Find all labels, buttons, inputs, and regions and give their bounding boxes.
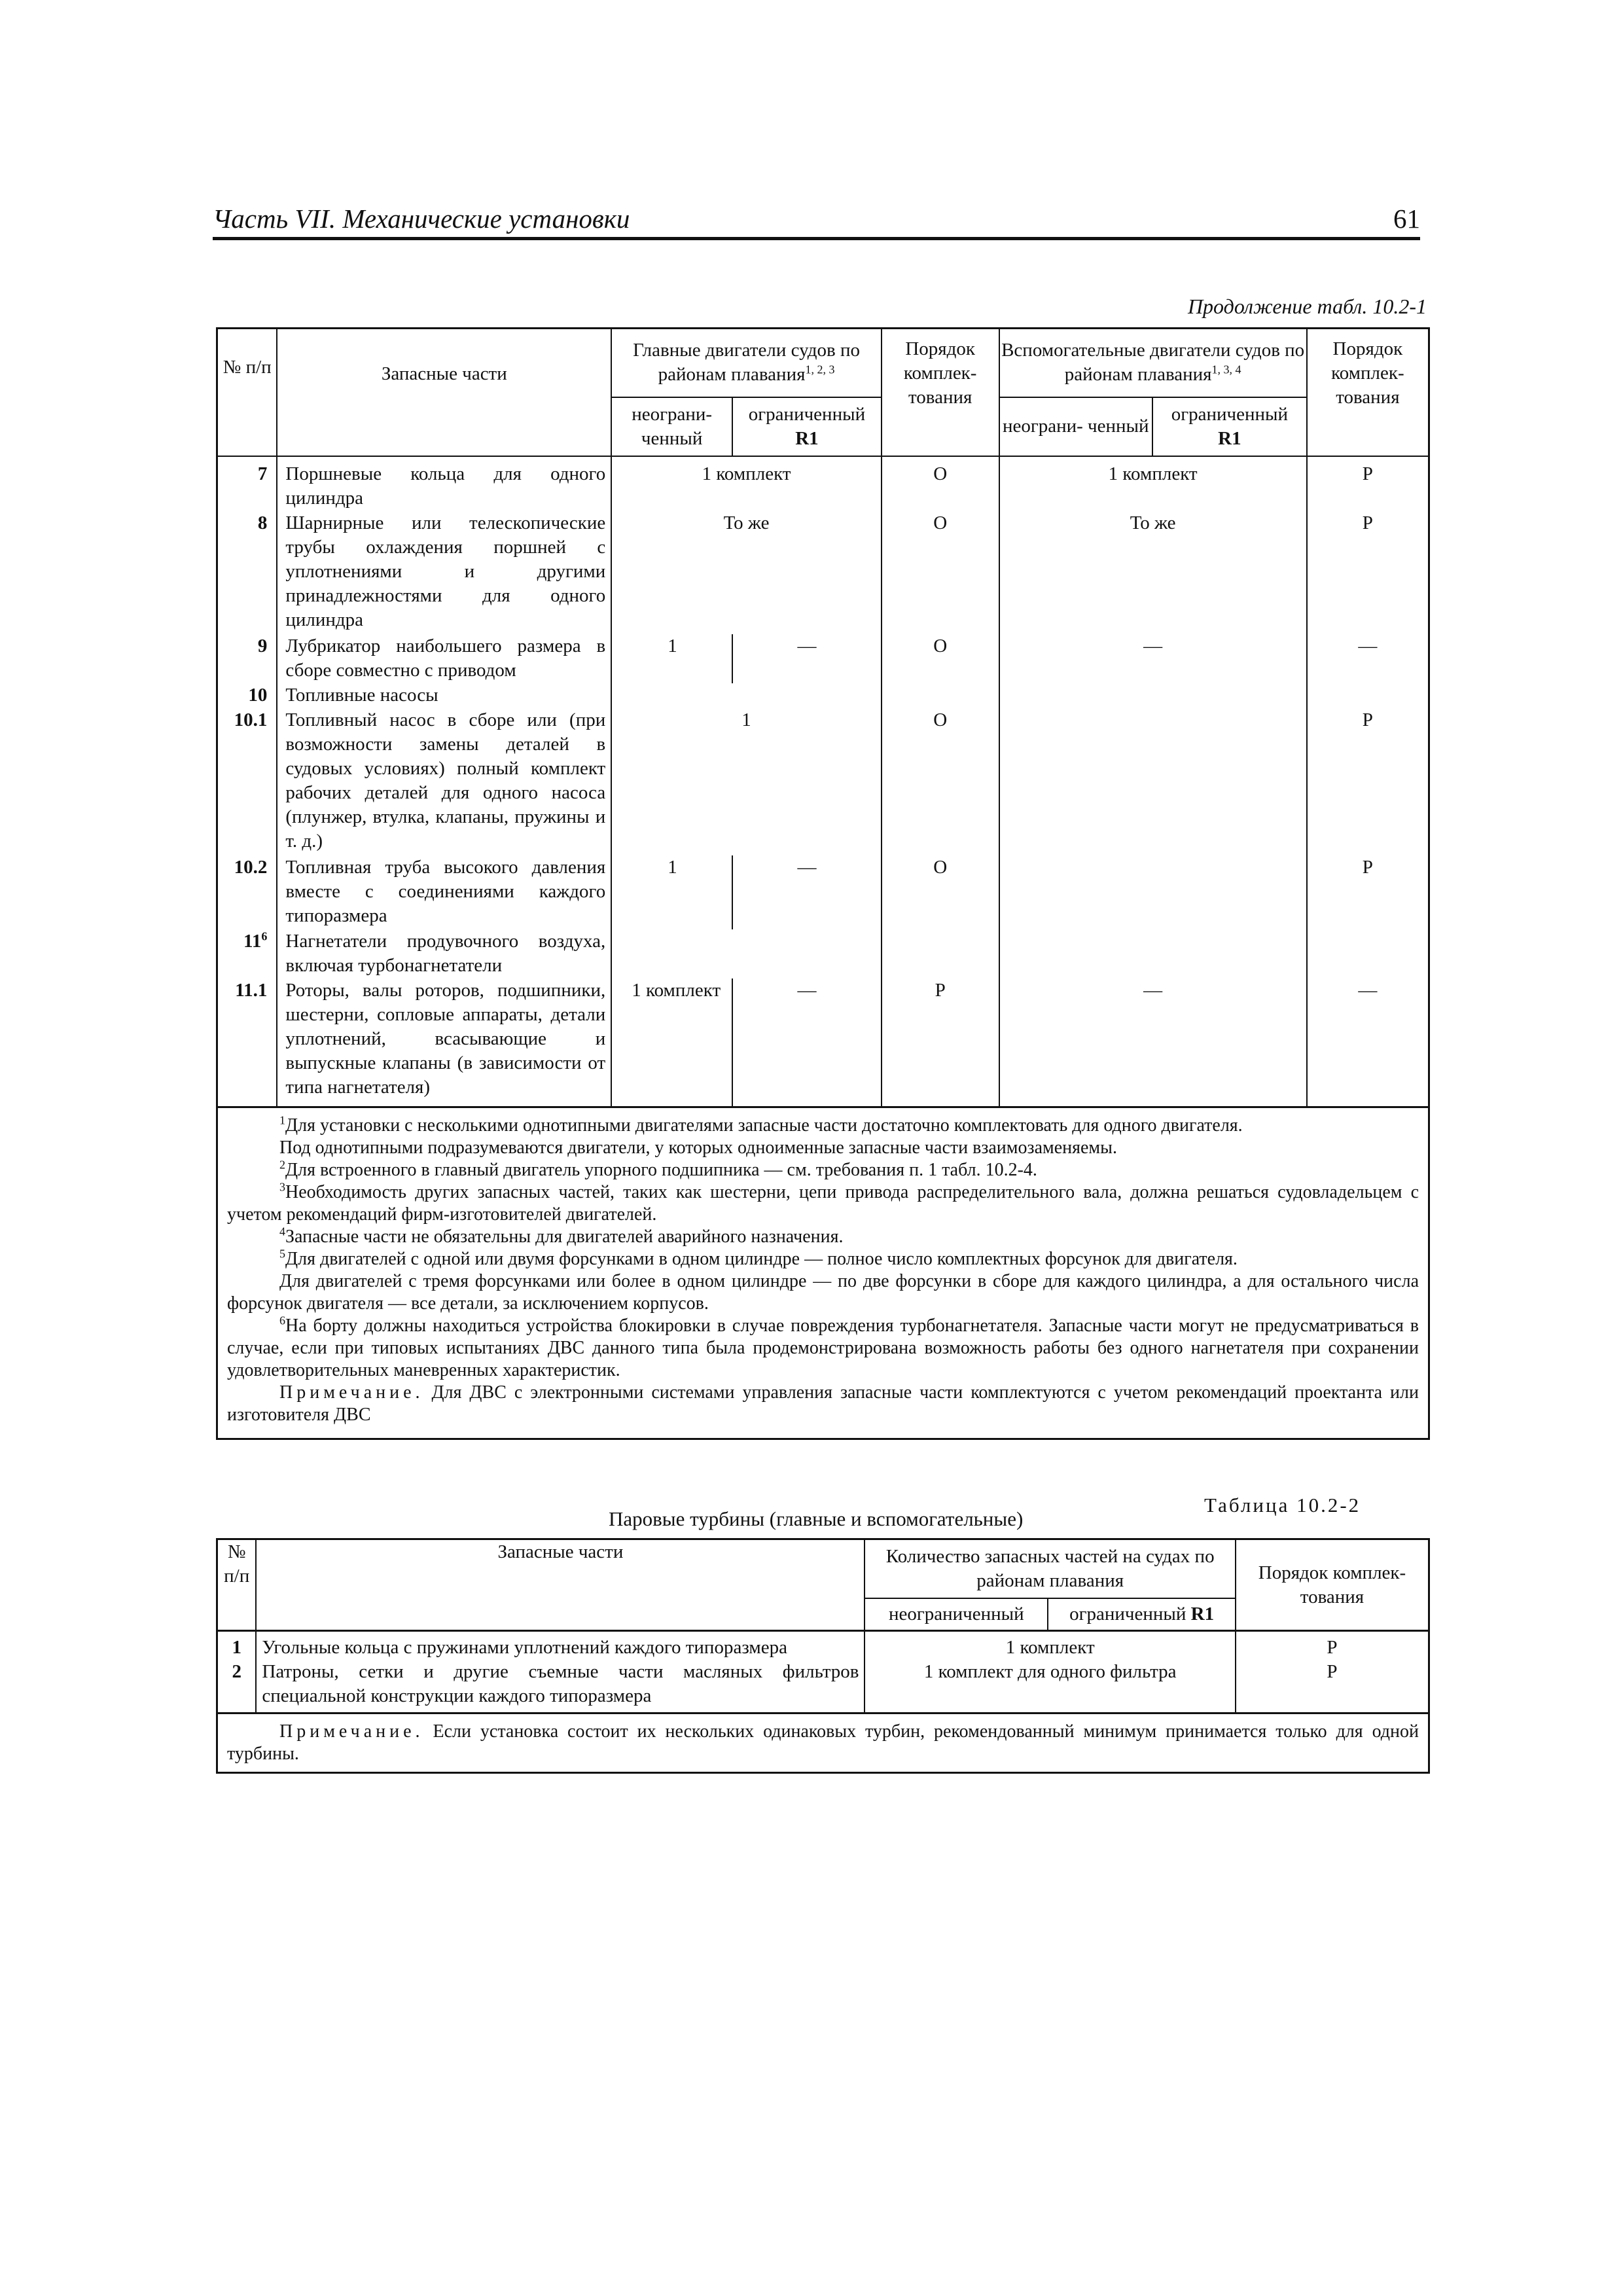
row-main-value: 1 комплект xyxy=(611,456,882,511)
footnote: $^3$Необходимость других запасных частей, таких как шестерни, цепи привода распределительного вала, должна решаться судовладельцем с учетом рекомендаций фирм-изготовителей двигателей. xyxy=(227,1180,1419,1225)
row-number: $11^6$ xyxy=(217,929,277,978)
row-main-limited: — xyxy=(732,855,882,929)
row-main-unlimited: 1 xyxy=(611,855,732,929)
row-main-unlimited: 1 xyxy=(611,634,732,683)
footnote: $^4$Запасные части не обязательны для двигателей аварийного назначения. xyxy=(279,1225,844,1247)
table-remark: Примечание. Для ДВС с электронными системами управления запасные части комплектуются с учетом рекомендаций проектанта или изготовителя ДВС xyxy=(227,1382,1419,1425)
row-order-2: Р xyxy=(1307,855,1429,929)
footnote: Под однотипными подразумеваются двигатели, у которых одноименные запасные части взаимозаменяемы. xyxy=(279,1137,1117,1158)
row-quantity: 1 комплект xyxy=(865,1631,1236,1660)
row-number: 10.2 xyxy=(217,855,277,929)
row-main-value: 1 xyxy=(611,708,882,856)
table-row xyxy=(217,978,1429,1107)
row-aux-value: — xyxy=(999,634,1307,683)
table-row xyxy=(217,456,1429,511)
footnote: $^5$Для двигателей с одной или двумя форсунками в одном цилиндре — полное число комплектных форсунок для двигателя. xyxy=(279,1247,1238,1269)
row-number: 11.1 xyxy=(217,978,277,1107)
header-parts: Запасные части xyxy=(256,1539,865,1631)
table-row xyxy=(217,634,1429,683)
row-aux-value: — xyxy=(999,978,1307,1107)
row-part: Угольные кольца с пружинами уплотнений каждого типоразмера xyxy=(256,1631,865,1660)
spare-parts-table-10-2-1 xyxy=(216,327,1430,1440)
page-header xyxy=(213,196,1420,240)
row-number: 2 xyxy=(217,1660,257,1713)
table-title: Паровые турбины (главные и вспомогательные) xyxy=(609,1507,1024,1530)
row-part: Топливный насос в сборе или (при возможности замены деталей в судовых условиях) полный комплект рабочих деталей для одного насоса (плунжер, втулка, клапаны, пружины и т. д.) xyxy=(277,708,611,856)
row-order: Р xyxy=(1236,1631,1429,1660)
header-limited: ограниченный R1 xyxy=(1048,1598,1236,1631)
row-aux-value: То же xyxy=(999,511,1307,634)
row-order-1: Р xyxy=(882,978,999,1107)
footnote: $^2$Для встроенного в главный двигатель упорного подшипника — см. требования п. 1 табл. 10.2-4. xyxy=(279,1158,1037,1180)
row-part: Топливные насосы xyxy=(277,683,611,708)
row-number: 1 xyxy=(217,1631,257,1660)
header-order: Порядок комплек- тования xyxy=(1236,1539,1429,1631)
row-order-1: О xyxy=(882,708,999,856)
table-row xyxy=(217,1660,1429,1713)
row-order-2: — xyxy=(1307,978,1429,1107)
header-main-limited: ограниченный R1 xyxy=(732,397,882,456)
row-number: 8 xyxy=(217,511,277,634)
header-unlimited: неограниченный xyxy=(865,1598,1048,1631)
row-main-limited: — xyxy=(732,634,882,683)
header-aux-limited: ограниченный R1 xyxy=(1152,397,1307,456)
spare-parts-table-10-2-2 xyxy=(216,1538,1430,1774)
row-order-1: О xyxy=(882,511,999,634)
header-aux-unlimited: неограни- ченный xyxy=(999,397,1153,456)
row-order: Р xyxy=(1236,1660,1429,1713)
table-row xyxy=(217,511,1429,634)
row-part: Поршневые кольца для одного цилиндра xyxy=(277,456,611,511)
row-order-2: Р xyxy=(1307,708,1429,856)
header-parts: Запасные части xyxy=(277,329,611,456)
table-row xyxy=(217,708,1429,856)
table-row xyxy=(217,855,1429,929)
row-part: Лубрикатор наибольшего размера в сборе совместно с приводом xyxy=(277,634,611,683)
row-part: Нагнетатели продувочного воздуха, включая турбонагнетатели xyxy=(277,929,611,978)
row-order-2: — xyxy=(1307,634,1429,683)
row-order-2: Р xyxy=(1307,511,1429,634)
row-order-2: Р xyxy=(1307,456,1429,511)
row-main-limited: — xyxy=(732,978,882,1107)
row-quantity: 1 комплект для одного фильтра xyxy=(865,1660,1236,1713)
table-row xyxy=(217,683,1429,708)
row-aux-value: 1 комплект xyxy=(999,456,1307,511)
header-quantity: Количество запасных частей на судах по районам плавания xyxy=(865,1539,1236,1598)
row-order-1: О xyxy=(882,634,999,683)
row-part: Роторы, валы роторов, подшипники, шестерни, сопловые аппараты, детали уплотнений, всасывающие и выпускные клапаны (в зависимости от типа нагнетателя) xyxy=(277,978,611,1107)
header-num: № п/п xyxy=(217,1539,257,1631)
row-number: 10 xyxy=(217,683,277,708)
row-part: Топливная труба высокого давления вместе с соединениями каждого типоразмера xyxy=(277,855,611,929)
row-part: Шарнирные или телескопические трубы охлаждения поршней с уплотнениями и другими принадлежностями для одного цилиндра xyxy=(277,511,611,634)
header-main-unlimited: неограни- ченный xyxy=(611,397,732,456)
row-order-1: О xyxy=(882,456,999,511)
table-remark: Примечание. Если установка состоит их нескольких одинаковых турбин, рекомендованный минимум принимается только для одной турбины. xyxy=(217,1713,1429,1773)
table-caption: Таблица 10.2-2 xyxy=(1204,1494,1361,1516)
header-main-engines: Главные двигатели судов по районам плавания$^{1, 2, 3}$ xyxy=(611,329,882,397)
header-num: № п/п xyxy=(217,329,277,456)
footnote: $^6$На борту должны находиться устройства блокировки в случае повреждения турбонагнетателя. Запасные части могут не предусматриваться в случае, если при типовых испытаниях ДВС данного типа была продемонстрирована возможность работы без одного нагнетателя при сохранении удовлетворительных маневренных характеристик. xyxy=(227,1314,1419,1380)
page-number: 61 xyxy=(1393,204,1420,234)
footnote: $^1$Для установки с несколькими однотипными двигателями запасные части достаточно комплектовать для одного двигателя. xyxy=(279,1113,1243,1136)
row-number: 10.1 xyxy=(217,708,277,856)
page-title: Часть VII. Механические установки xyxy=(213,204,630,234)
header-order-2: Порядок комплек- тования xyxy=(1307,329,1429,456)
table-row xyxy=(217,1631,1429,1660)
row-main-unlimited: 1 комплект xyxy=(611,978,732,1107)
table-footnotes xyxy=(217,1107,1429,1439)
table-row xyxy=(217,929,1429,978)
header-aux-engines: Вспомогательные двигатели судов по районам плавания$^{1, 3, 4}$ xyxy=(999,329,1307,397)
footnote: Для двигателей с тремя форсунками или более в одном цилиндре — по две форсунки в сборе для каждого цилиндра, а для остального числа форсунок двигателя — все детали, за исключением корпусов. xyxy=(227,1270,1419,1314)
row-number: 9 xyxy=(217,634,277,683)
row-order-1: О xyxy=(882,855,999,929)
row-main-value: То же xyxy=(611,511,882,634)
header-order-1: Порядок комплек- тования xyxy=(882,329,999,456)
table-continuation-label: Продолжение табл. 10.2-1 xyxy=(1187,295,1427,318)
row-part: Патроны, сетки и другие съемные части масляных фильтров специальной конструкции каждого типоразмера xyxy=(256,1660,865,1713)
row-number: 7 xyxy=(217,456,277,511)
